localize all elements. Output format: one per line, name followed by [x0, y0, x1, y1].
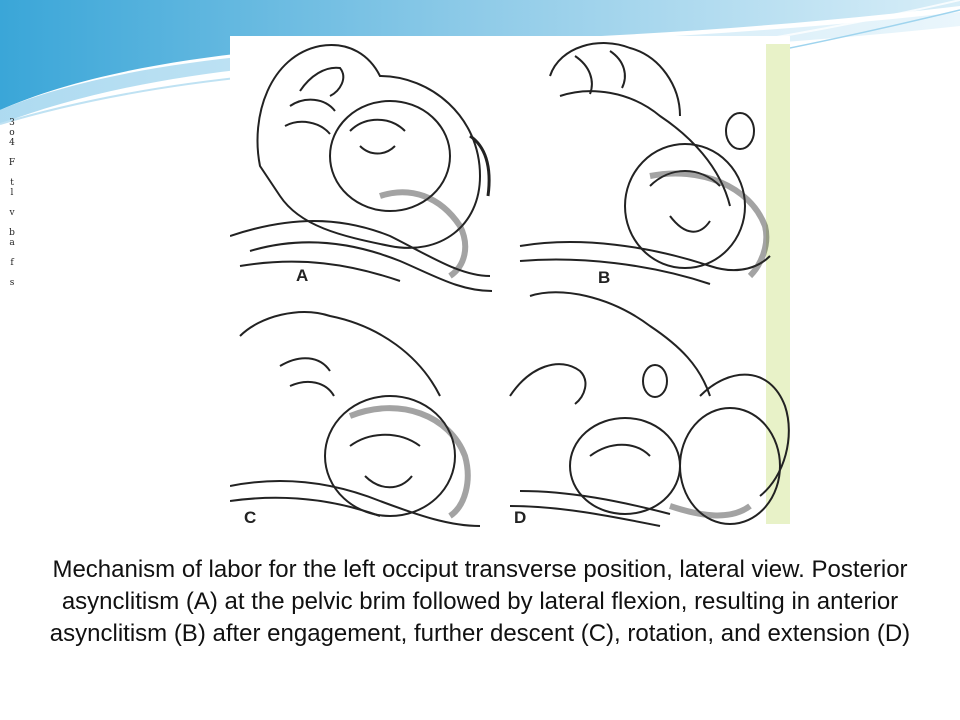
panel-d-drawing [510, 292, 789, 526]
side-letter-gap [6, 248, 18, 258]
side-letter: t [10, 178, 14, 188]
panel-label-b: B [598, 268, 611, 287]
panel-label-a: A [296, 266, 309, 285]
side-letters-column [6, 118, 18, 288]
side-letter-gap [6, 168, 18, 178]
side-letter: a [9, 238, 15, 248]
side-letter: l [10, 188, 14, 198]
side-letter: s [9, 278, 15, 288]
side-letter-gap [6, 268, 18, 278]
fetus-pelvis-illustration [230, 36, 790, 528]
panel-b-drawing [520, 43, 770, 284]
side-letter: 3 [9, 118, 15, 128]
figure-caption: Mechanism of labor for the left occiput transverse position, lateral view. Posterior asynclitism (A) at the pelvic brim followed by lateral flexion, resulting in anterior asynclitism (B) after engagement, further descent (C), rotation, and extension (D) [49, 556, 911, 647]
labor-mechanism-figure [230, 36, 790, 528]
panel-label-d: D [514, 508, 527, 527]
side-letter-gap [6, 148, 18, 158]
panel-label-c: C [244, 508, 257, 527]
side-letter-gap [6, 218, 18, 228]
side-letter: F [8, 158, 16, 168]
side-letter: b [9, 228, 15, 238]
panel-c-drawing [230, 312, 480, 526]
side-letter: v [9, 208, 15, 218]
side-letter: f [10, 258, 14, 268]
panel-a-drawing [230, 45, 492, 291]
side-letter: o [9, 128, 15, 138]
side-letter-gap [6, 198, 18, 208]
side-letter: 4 [9, 138, 15, 148]
